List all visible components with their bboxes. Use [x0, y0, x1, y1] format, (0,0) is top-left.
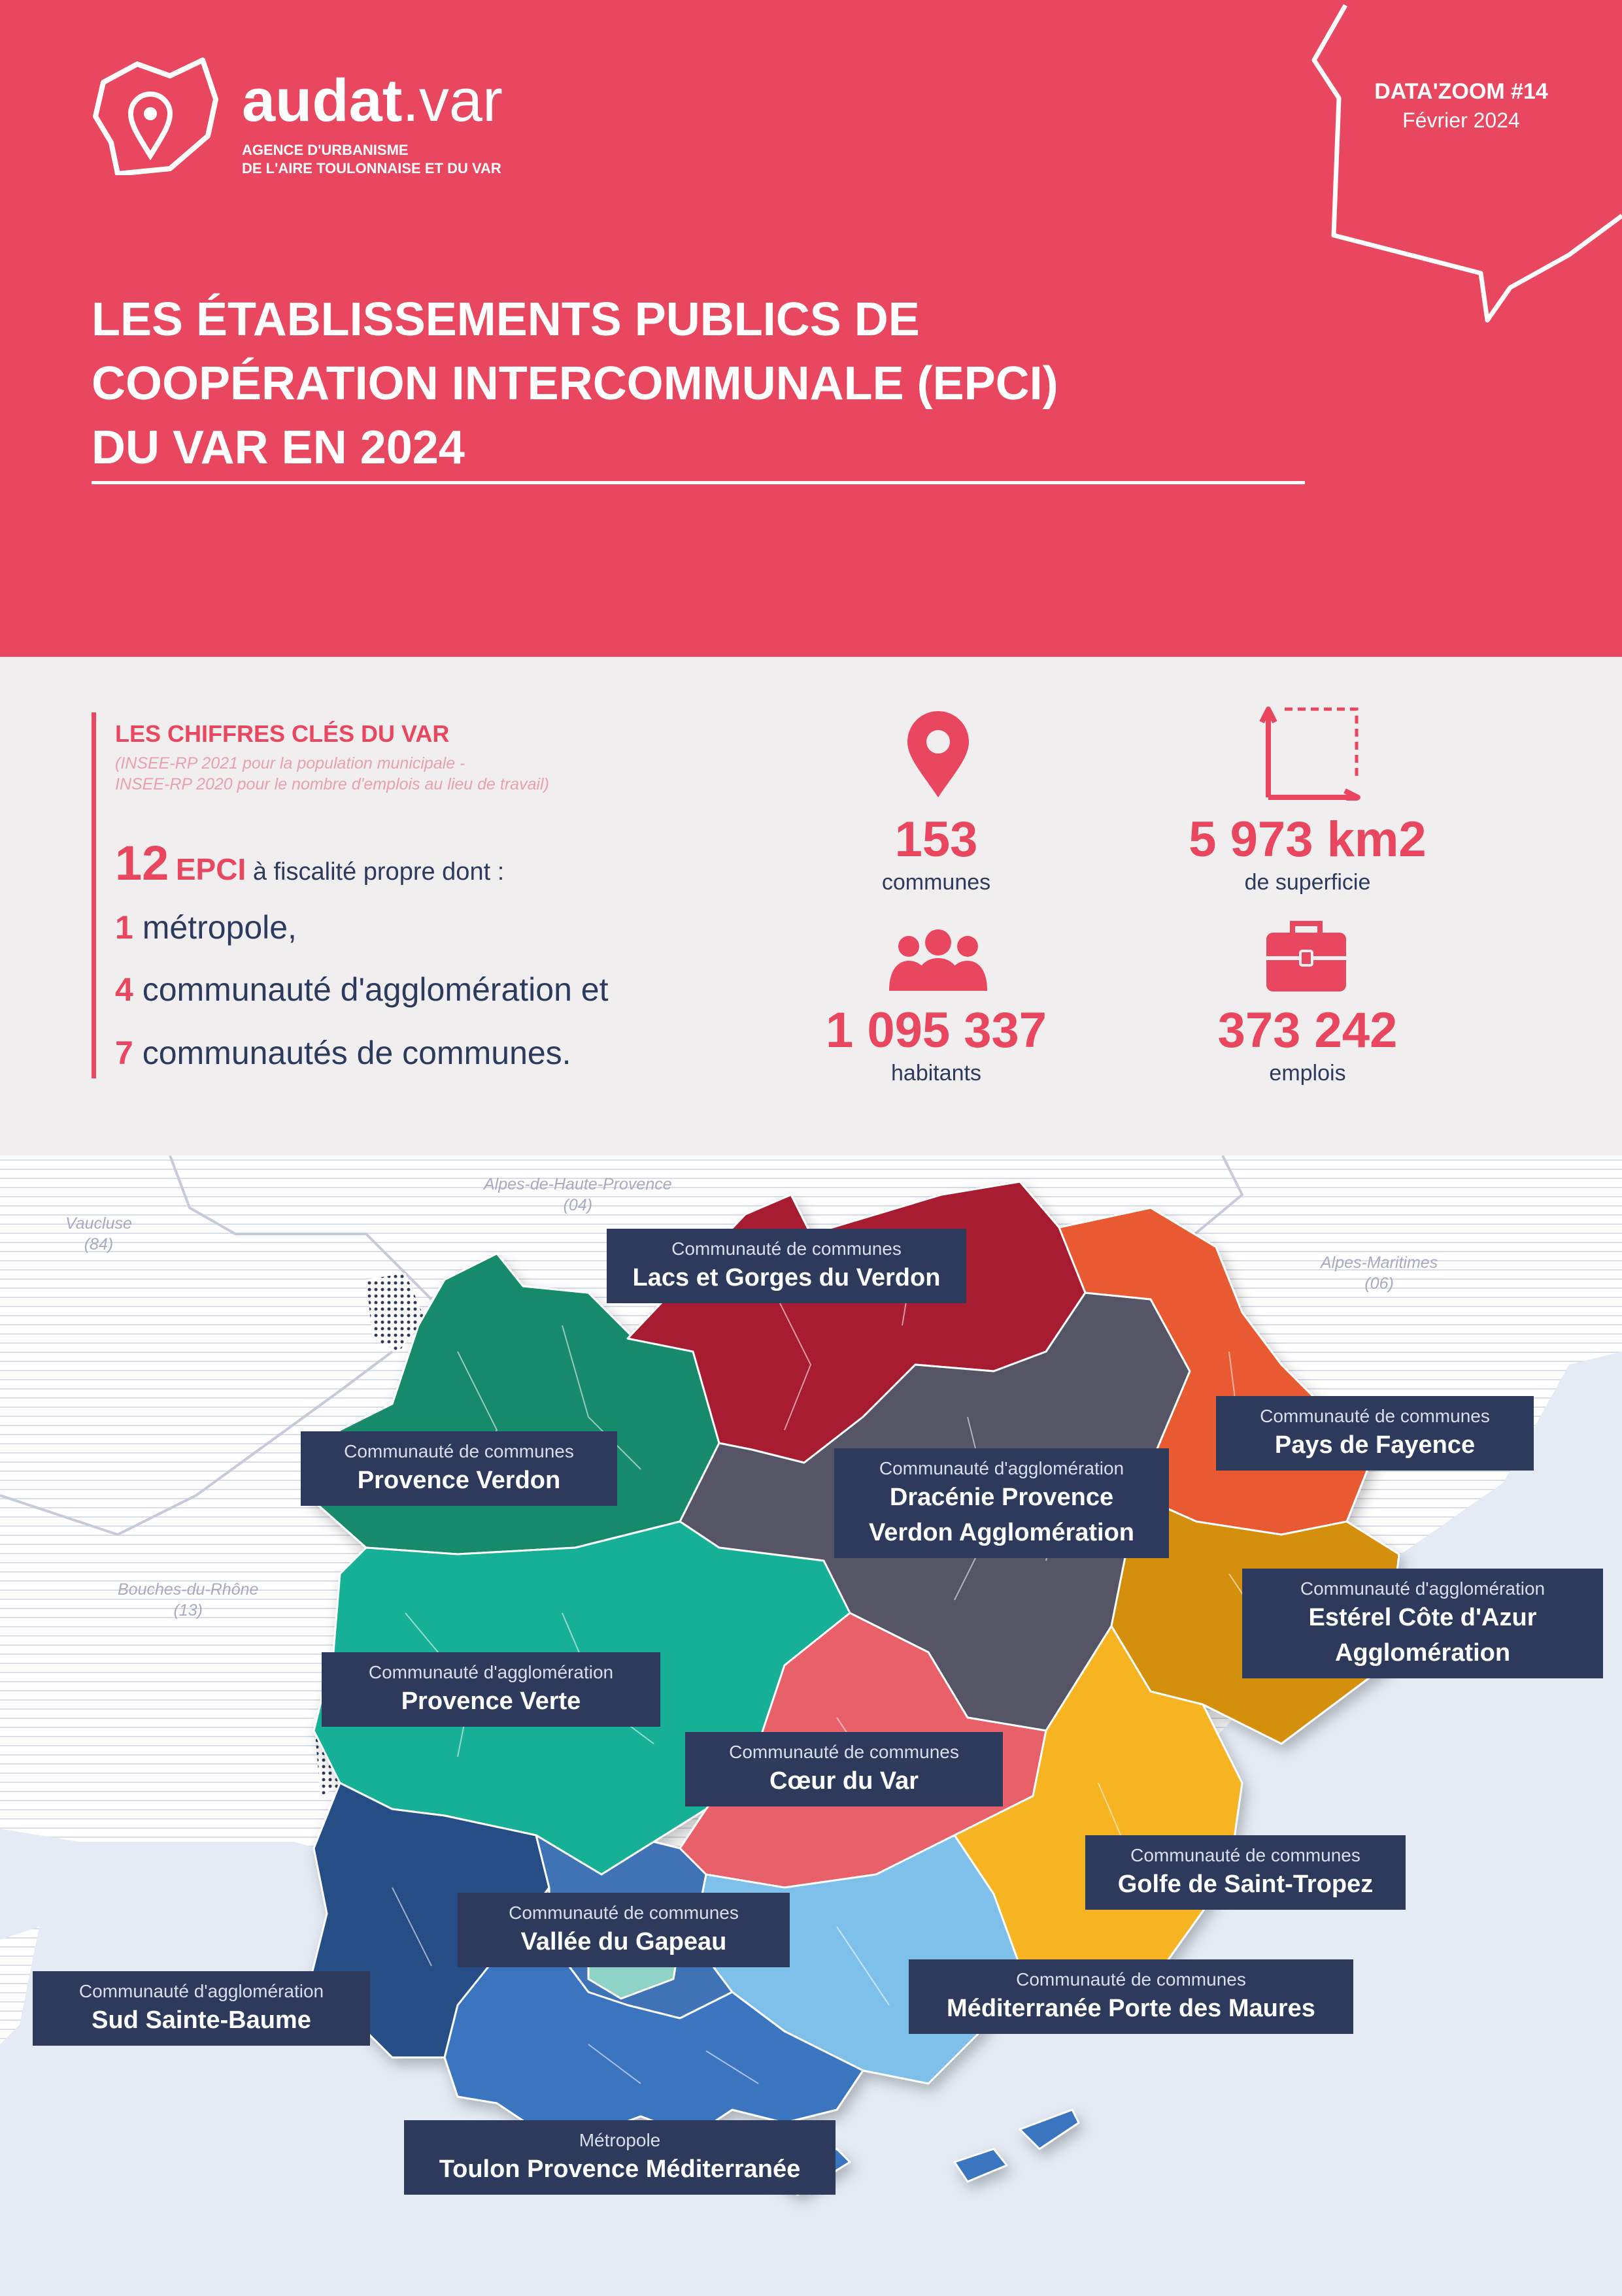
label-esterel — [1242, 1569, 1603, 1678]
logo-tagline-2: DE L'AIRE TOULONNAISE ET DU VAR — [242, 160, 501, 176]
key-figures-source-1: (INSEE-RP 2021 pour la population municipale - — [115, 754, 465, 773]
epci-type: Communauté de communes — [1130, 1845, 1360, 1865]
label-provence-verdon — [301, 1431, 617, 1506]
stat-communes — [766, 810, 1106, 895]
title-line-3: DU VAR EN 2024 — [92, 422, 465, 474]
title-line-1: LES ÉTABLISSEMENTS PUBLICS DE — [92, 293, 920, 346]
epci-type: Communauté de communes — [671, 1239, 902, 1259]
epci-name: Dracénie Provence — [889, 1484, 1114, 1511]
logo-tagline — [242, 141, 501, 178]
logo-word-bold: audat — [242, 67, 403, 134]
epci-type: Métropole — [579, 2130, 661, 2150]
cc-count: 7 — [115, 1035, 133, 1071]
epci-name: Golfe de Saint-Tropez — [1117, 1871, 1374, 1898]
epci-type: Communauté de communes — [1016, 1969, 1246, 1989]
epci-name: Méditerranée Porte des Maures — [947, 1995, 1315, 2022]
key-figures-source-2: INSEE-RP 2020 pour le nombre d'emplois au lieu de travail) — [115, 775, 549, 793]
epci-name: Cœur du Var — [769, 1767, 919, 1795]
epci-type: Communauté de communes — [729, 1742, 959, 1762]
dept-code: (04) — [563, 1196, 593, 1214]
label-toulon-provence-mediterranee — [404, 2120, 836, 2195]
label-mediterranee-porte-maures — [909, 1959, 1353, 2034]
briefcase-icon — [1264, 918, 1349, 993]
people-icon — [886, 928, 990, 993]
issue-info — [1353, 77, 1569, 135]
label-golfe-saint-tropez — [1085, 1835, 1406, 1910]
epci-label: EPCI — [175, 852, 246, 886]
key-figures-accent-bar — [92, 712, 96, 1078]
epci-name: Estérel Côte d'Azur — [1308, 1604, 1537, 1631]
stat-communes-value: 153 — [894, 812, 978, 867]
stat-population-value: 1 095 337 — [825, 1003, 1047, 1058]
epci-type: Communauté d'agglomération — [368, 1662, 614, 1682]
epci-name-2: Agglomération — [1334, 1639, 1511, 1667]
epci-name: Sud Sainte-Baume — [92, 2006, 311, 2034]
label-sud-sainte-baume — [33, 1971, 370, 2046]
stat-surface-value: 5 973 km2 — [1189, 812, 1427, 867]
stat-jobs-value: 373 242 — [1217, 1003, 1398, 1058]
page-title — [92, 288, 1334, 480]
location-pin-icon — [902, 709, 974, 801]
metropole-count-line — [115, 908, 297, 946]
area-icon — [1259, 703, 1363, 801]
label-lacs-gorges-verdon — [607, 1229, 966, 1303]
stat-population — [766, 1001, 1106, 1086]
issue-date: Février 2024 — [1402, 108, 1520, 132]
epci-name: Provence Verdon — [357, 1467, 561, 1494]
logo-tagline-1: AGENCE D'URBANISME — [242, 142, 409, 158]
dept-name: Vaucluse — [65, 1214, 132, 1233]
dept-code: (06) — [1364, 1274, 1394, 1293]
title-divider — [92, 481, 1305, 484]
logo-word-rest: .var — [402, 67, 503, 134]
agglo-count-line — [115, 971, 608, 1008]
epci-suffix: à fiscalité propre dont : — [252, 858, 505, 886]
key-figures-source — [115, 753, 549, 795]
epci-type: Communauté de communes — [509, 1903, 739, 1923]
stat-communes-label: communes — [881, 870, 991, 895]
dept-name: Bouches-du-Rhône — [118, 1580, 259, 1599]
label-provence-verte — [322, 1652, 660, 1727]
epci-name: Toulon Provence Méditerranée — [439, 2155, 801, 2183]
epci-name: Pays de Fayence — [1274, 1431, 1476, 1459]
epci-type: Communauté d'agglomération — [1300, 1578, 1546, 1599]
label-pays-de-fayence — [1216, 1396, 1534, 1471]
dept-vaucluse — [65, 1213, 132, 1255]
issue-number: DATA'ZOOM #14 — [1374, 79, 1548, 104]
epci-type: Communauté de communes — [344, 1441, 574, 1461]
epci-count: 12 — [115, 836, 169, 890]
epci-type: Communauté d'agglomération — [879, 1458, 1124, 1478]
dept-name: Alpes-de-Haute-Provence — [484, 1175, 672, 1193]
logo-wordmark — [242, 68, 503, 133]
epci-name: Provence Verte — [401, 1688, 581, 1715]
dept-name: Alpes-Maritimes — [1321, 1254, 1438, 1272]
dept-alpes-haute-provence — [484, 1174, 672, 1216]
cc-count-line — [115, 1034, 571, 1072]
title-line-2: COOPÉRATION INTERCOMMUNALE (EPCI) — [92, 358, 1058, 410]
dept-code: (84) — [84, 1235, 114, 1254]
stat-surface — [1138, 810, 1478, 895]
label-dracenie — [834, 1448, 1169, 1558]
stat-jobs-label: emplois — [1269, 1061, 1346, 1086]
agglo-label: communauté d'agglomération et — [142, 971, 609, 1008]
cc-label: communautés de communes. — [142, 1035, 571, 1071]
epci-count-line — [115, 835, 504, 891]
epci-name-2: Verdon Agglomération — [868, 1519, 1135, 1546]
epci-name: Vallée du Gapeau — [520, 1928, 727, 1955]
epci-map — [0, 1156, 1622, 2293]
epci-type: Communauté d'agglomération — [78, 1981, 324, 2001]
dept-bouches-du-rhone — [118, 1579, 258, 1621]
agglo-count: 4 — [115, 971, 133, 1008]
metropole-count: 1 — [115, 909, 133, 946]
epci-type: Communauté de communes — [1260, 1406, 1490, 1426]
stat-surface-label: de superficie — [1244, 870, 1371, 895]
epci-name: Lacs et Gorges du Verdon — [632, 1264, 941, 1291]
key-figures-heading: LES CHIFFRES CLÉS DU VAR — [115, 720, 450, 747]
logo — [92, 58, 523, 175]
dept-code: (13) — [173, 1601, 203, 1620]
stat-jobs — [1138, 1001, 1478, 1086]
stat-population-label: habitants — [891, 1061, 981, 1086]
label-coeur-du-var — [685, 1732, 1003, 1806]
label-vallee-du-gapeau — [458, 1893, 790, 1967]
dept-alpes-maritimes — [1321, 1252, 1438, 1294]
logo-icon — [92, 58, 222, 175]
metropole-label: métropole, — [142, 909, 297, 946]
